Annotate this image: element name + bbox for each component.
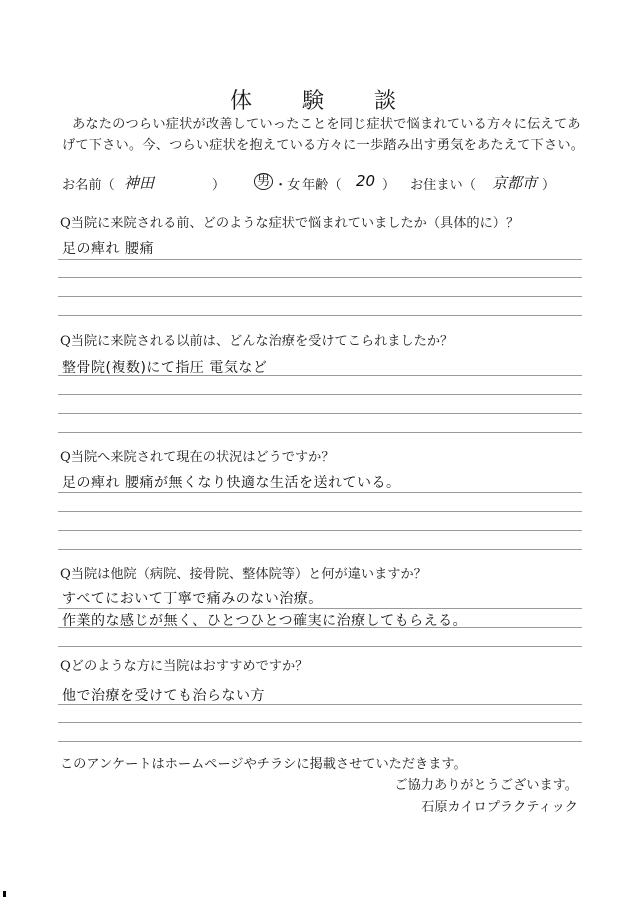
- question-4: Q当院は他院（病院、接骨院、整体院等）と何が違いますか？: [60, 567, 427, 582]
- address-value: 京都市: [492, 174, 538, 192]
- answer-4-line-2: 作業的な感じが無く、ひとつひとつ確実に治療してもらえる。: [62, 613, 468, 629]
- answer-rule: [58, 722, 582, 723]
- age-label: 年齢（: [302, 178, 342, 193]
- answer-rule: [58, 413, 582, 414]
- question-3: Q当院へ来院されて現在の状況はどうですか？: [60, 450, 335, 465]
- name-close: ）: [212, 178, 226, 193]
- age-value: 20: [356, 172, 376, 190]
- clinic-name: 石原カイロプラクティック: [421, 800, 578, 815]
- question-5: Qどのような方に当院はおすすめですか？: [60, 659, 309, 674]
- answer-5-line-1: 他で治療を受けても治らない方: [62, 688, 265, 704]
- answer-rule: [58, 511, 582, 512]
- answer-rule: [58, 259, 582, 260]
- answer-rule: [58, 530, 582, 531]
- answer-rule: [58, 296, 582, 297]
- age-close: ）: [382, 178, 396, 193]
- respondent-info-row: [62, 174, 592, 196]
- answer-rule: [58, 741, 582, 742]
- answer-rule: [58, 704, 582, 705]
- intro-text: あなたのつらい症状が改善していったことを同じ症状で悩まれている方々に伝えてあげて下さい。今、つらい症状を抱えている方々に一歩踏み出す勇気をあたえて下さい。: [62, 117, 585, 153]
- answer-2-line-1: 整骨院(複数)にて指圧 電気など: [62, 360, 268, 376]
- name-label: お名前（: [62, 178, 115, 193]
- answer-4-line-1: すべてにおいて丁寧で痛みのない治療。: [62, 591, 323, 607]
- answer-rule: [58, 315, 582, 316]
- name-value: 神田: [124, 174, 155, 192]
- answer-rule: [58, 627, 582, 628]
- publication-notice: このアンケートはホームページやチラシに掲載させていただきます。: [60, 757, 467, 772]
- page-title: 体 験 談: [229, 89, 410, 114]
- answer-rule: [58, 646, 582, 647]
- scan-mark: [3, 891, 6, 897]
- answer-rule: [58, 277, 582, 278]
- question-2: Q当院に来院される以前は、どんな治療を受けてこられましたか？: [60, 334, 454, 349]
- answer-3-line-1: 足の痺れ 腰痛が無くなり快適な生活を送れている。: [62, 475, 401, 491]
- address-close: ）: [542, 178, 556, 193]
- answer-rule: [58, 375, 582, 376]
- answer-rule: [58, 608, 582, 609]
- answer-rule: [58, 549, 582, 550]
- answer-rule: [58, 394, 582, 395]
- answer-rule: [58, 492, 582, 493]
- question-1: Q当院に来院される前、どのような症状で悩まれていましたか（具体的に）？: [60, 216, 520, 231]
- answer-rule: [58, 432, 582, 433]
- answer-1-line-1: 足の痺れ 腰痛: [62, 241, 154, 257]
- gender-male-circled: 男: [254, 173, 273, 190]
- address-label: お住まい（: [410, 178, 476, 193]
- gender-female: ・女: [274, 178, 301, 193]
- thanks-text: ご協力ありがとうございます。: [394, 778, 578, 793]
